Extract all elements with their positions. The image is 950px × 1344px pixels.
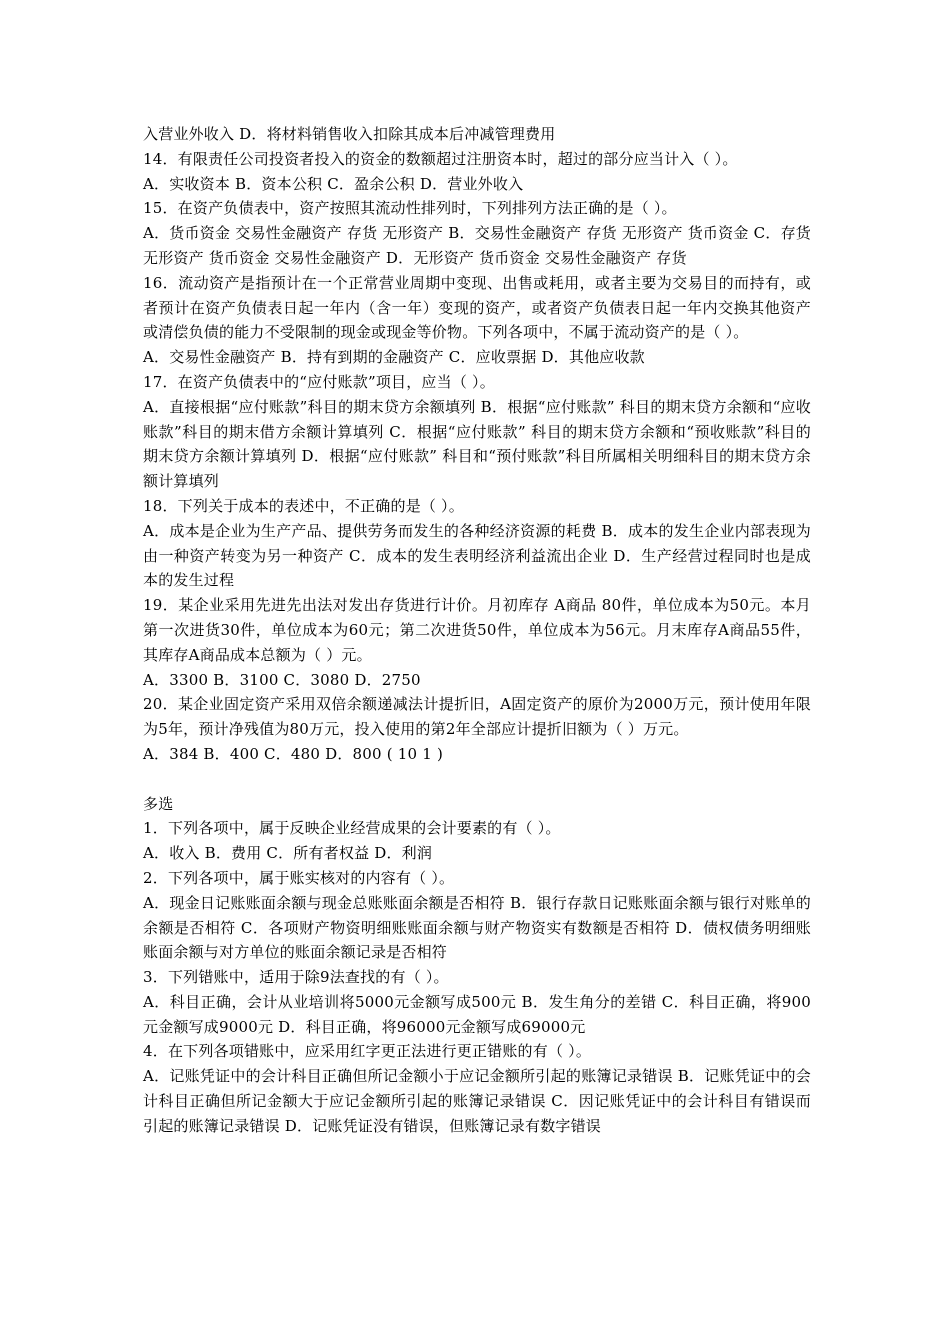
question-18-options: A．成本是企业为生产产品、提供劳务而发生的各种经济资源的耗费 B．成本的发生企业内部表现为由一种资产转变为另一种资产 C．成本的发生表明经济利益流出企业 D．生产经营过程同时也是成本的发生过程 bbox=[143, 521, 811, 590]
section-heading-multiple-choice: 多选 bbox=[143, 794, 174, 813]
question-18: 18．下列关于成本的表述中，不正确的是（ ）。 bbox=[143, 496, 464, 515]
question-16-options: A．交易性金融资产 B．持有到期的金融资产 C．应收票据 D．其他应收款 bbox=[143, 348, 645, 367]
question-17: 17．在资产负债表中的“应付账款”项目，应当（ ）。 bbox=[143, 372, 495, 391]
mc-question-3-options: A．科目正确，会计从业培训将5000元金额写成500元 B．发生角分的差错 C．科目正确，将900元金额写成9000元 D．科目正确，将96000元金额写成69000元 bbox=[143, 992, 811, 1036]
question-19-options: A．3300 B．3100 C．3080 D．2750 bbox=[143, 670, 421, 689]
mc-question-1: 1．下列各项中，属于反映企业经营成果的会计要素的有（ ）。 bbox=[143, 819, 561, 838]
question-14-options: A．实收资本 B．资本公积 C．盈余公积 D．营业外收入 bbox=[143, 174, 524, 193]
question-15: 15．在资产负债表中，资产按照其流动性排列时，下列排列方法正确的是（ ）。 bbox=[143, 199, 677, 218]
mc-question-1-options: A．收入 B．费用 C．所有者权益 D．利润 bbox=[143, 844, 433, 863]
question-16: 16．流动资产是指预计在一个正常营业周期中变现、出售或耗用，或者主要为交易目的而持有，或者预计在资产负债表日起一年内（含一年）变现的资产，或者资产负债表日起一年内交换其他资产或清偿负债的能力不受限制的现金或现金等价物。下列各项中，不属于流动资产的是（ ）。 bbox=[143, 273, 811, 342]
question-20: 20．某企业固定资产采用双倍余额递减法计提折旧，A固定资产的原价为2000万元，预计使用年限为5年，预计净残值为80万元，投入使用的第2年全部应计提折旧额为（ ）万元。 bbox=[143, 695, 811, 739]
question-14: 14．有限责任公司投资者投入的资金的数额超过注册资本时，超过的部分应当计入（ ）。 bbox=[143, 149, 738, 168]
mc-question-4-options: A．记账凭证中的会计科目正确但所记金额小于应记金额所引起的账簿记录错误 B．记账凭证中的会计科目正确但所记金额大于应记金额所引起的账簿记录错误 C．因记账凭证中的会计科目有错误而引起的账簿记录错误 D．记账凭证没有错误，但账簿记录有数字错误 bbox=[143, 1067, 811, 1135]
mc-question-3: 3．下列错账中，适用于除9法查找的有（ ）。 bbox=[143, 968, 449, 987]
text-line: 入营业外收入 D．将材料销售收入扣除其成本后冲减管理费用 bbox=[143, 125, 556, 143]
question-17-options: A．直接根据“应付账款”科目的期末贷方余额填列 B．根据“应付账款” 科目的期末贷方余额和“应收账款”科目的期末借方余额计算填列 C．根据“应付账款” 科目的期末贷方余额和“预收账款”科目的期末贷方余额计算填列 D．根据“应付账款” 科目和“预付账款”科目所属相关明细科目的期末贷方余额计算填列 bbox=[143, 397, 811, 491]
question-20-options: A．384 B．400 C．480 D．800 ( 10 1 ) bbox=[143, 744, 443, 763]
blank-line bbox=[143, 767, 811, 792]
mc-question-2-options: A．现金日记账账面余额与现金总账账面余额是否相符 B．银行存款日记账账面余额与银行对账单的余额是否相符 C．各项财产物资明细账账面余额与财产物资实有数额是否相符 D．债权债务明细账账面余额与对方单位的账面余额记录是否相符 bbox=[143, 893, 811, 962]
question-19: 19．某企业采用先进先出法对发出存货进行计价。月初库存 A商品 80件，单位成本为50元。本月第一次进货30件，单位成本为60元；第二次进货50件，单位成本为56元。月末库存A商品55件，其库存A商品成本总额为（ ）元。 bbox=[143, 596, 811, 664]
document-body bbox=[143, 122, 811, 1139]
mc-question-4: 4．在下列各项错账中，应采用红字更正法进行更正错账的有（ ）。 bbox=[143, 1042, 592, 1061]
mc-question-2: 2．下列各项中，属于账实核对的内容有（ ）。 bbox=[143, 868, 455, 887]
question-15-options: A．货币资金 交易性金融资产 存货 无形资产 B．交易性金融资产 存货 无形资产 货币资金 C．存货 无形资产 货币资金 交易性金融资产 D．无形资产 货币资金 交易性金融资产 存货 bbox=[143, 224, 811, 267]
